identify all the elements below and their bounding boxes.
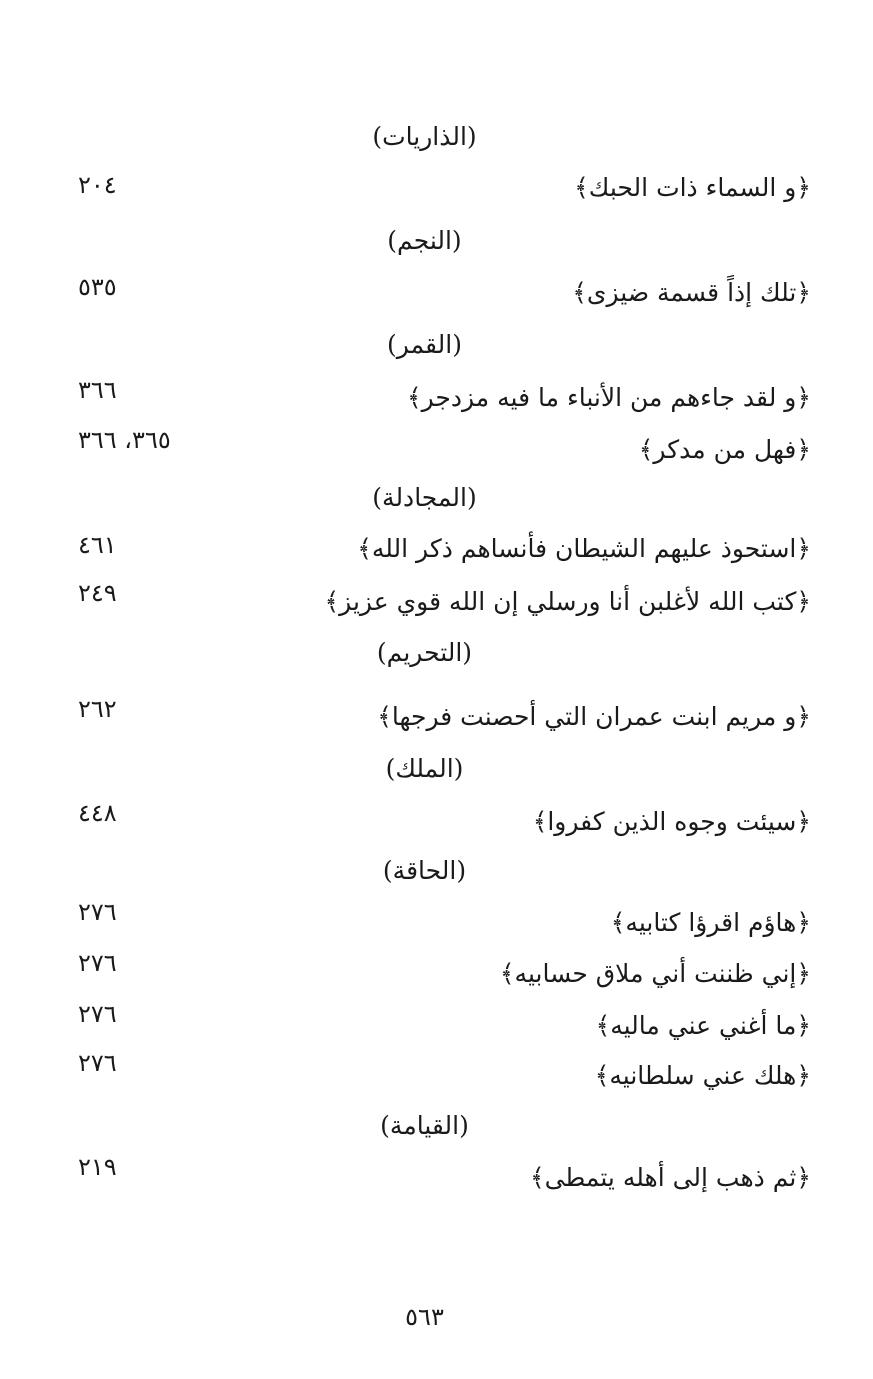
page-reference: ٢٧٦ <box>78 1000 117 1028</box>
surah-heading: (الحاقة) <box>382 856 467 885</box>
surah-heading: (التحريم) <box>376 638 473 667</box>
page-reference: ٢٧٦ <box>78 949 117 977</box>
verse-text: ﴿و مريم ابنت عمران التي أحصنت فرجها﴾ <box>377 702 811 731</box>
surah-heading: (المجادلة) <box>372 483 477 512</box>
page-number: ٥٦٣ <box>405 1303 444 1331</box>
surah-heading: (الذاريات) <box>372 122 477 151</box>
surah-heading: (النجم) <box>387 226 462 255</box>
page-reference: ٢٧٦ <box>78 898 117 926</box>
surah-heading: (الملك) <box>385 754 464 783</box>
page-reference: ٢١٩ <box>78 1153 117 1181</box>
verse-text: ﴿ما أغني عني ماليه﴾ <box>595 1011 811 1040</box>
page-reference: ٢٤٩ <box>78 579 117 607</box>
page-reference: ٣٦٦ <box>78 376 117 404</box>
verse-text: ﴿و السماء ذات الحبك﴾ <box>574 173 811 202</box>
page-reference: ٢٦٢ <box>78 695 117 723</box>
surah-heading: (القيامة) <box>380 1111 469 1140</box>
verse-text: ﴿ثم ذهب إلى أهله يتمطى﴾ <box>529 1163 811 1192</box>
page-reference: ٤٦١ <box>78 531 117 559</box>
page-reference: ٣٦٥، ٣٦٦ <box>78 426 171 454</box>
verse-text: ﴿إني ظننت أني ملاق حسابيه﴾ <box>499 959 811 988</box>
surah-heading: (القمر) <box>387 330 462 359</box>
verse-text: ﴿تلك إذاً قسمة ضيزى﴾ <box>572 278 811 307</box>
page-reference: ٥٣٥ <box>78 273 117 301</box>
verse-text: ﴿كتب الله لأغلبن أنا ورسلي إن الله قوي عزيز﴾ <box>324 587 811 616</box>
verse-text: ﴿استحوذ عليهم الشيطان فأنساهم ذكر الله﴾ <box>357 534 811 563</box>
page-reference: ٢٧٦ <box>78 1049 117 1077</box>
verse-text: ﴿فهل من مدكر﴾ <box>638 435 811 464</box>
page-reference: ٤٤٨ <box>78 799 117 827</box>
page-reference: ٢٠٤ <box>78 171 117 199</box>
verse-text: ﴿و لقد جاءهم من الأنباء ما فيه مزدجر﴾ <box>406 383 811 412</box>
verse-text: ﴿هاؤم اقرؤا كتابيه﴾ <box>610 908 811 937</box>
verse-text: ﴿سيئت وجوه الذين كفروا﴾ <box>532 807 811 836</box>
verse-text: ﴿هلك عني سلطانيه﴾ <box>594 1061 811 1090</box>
